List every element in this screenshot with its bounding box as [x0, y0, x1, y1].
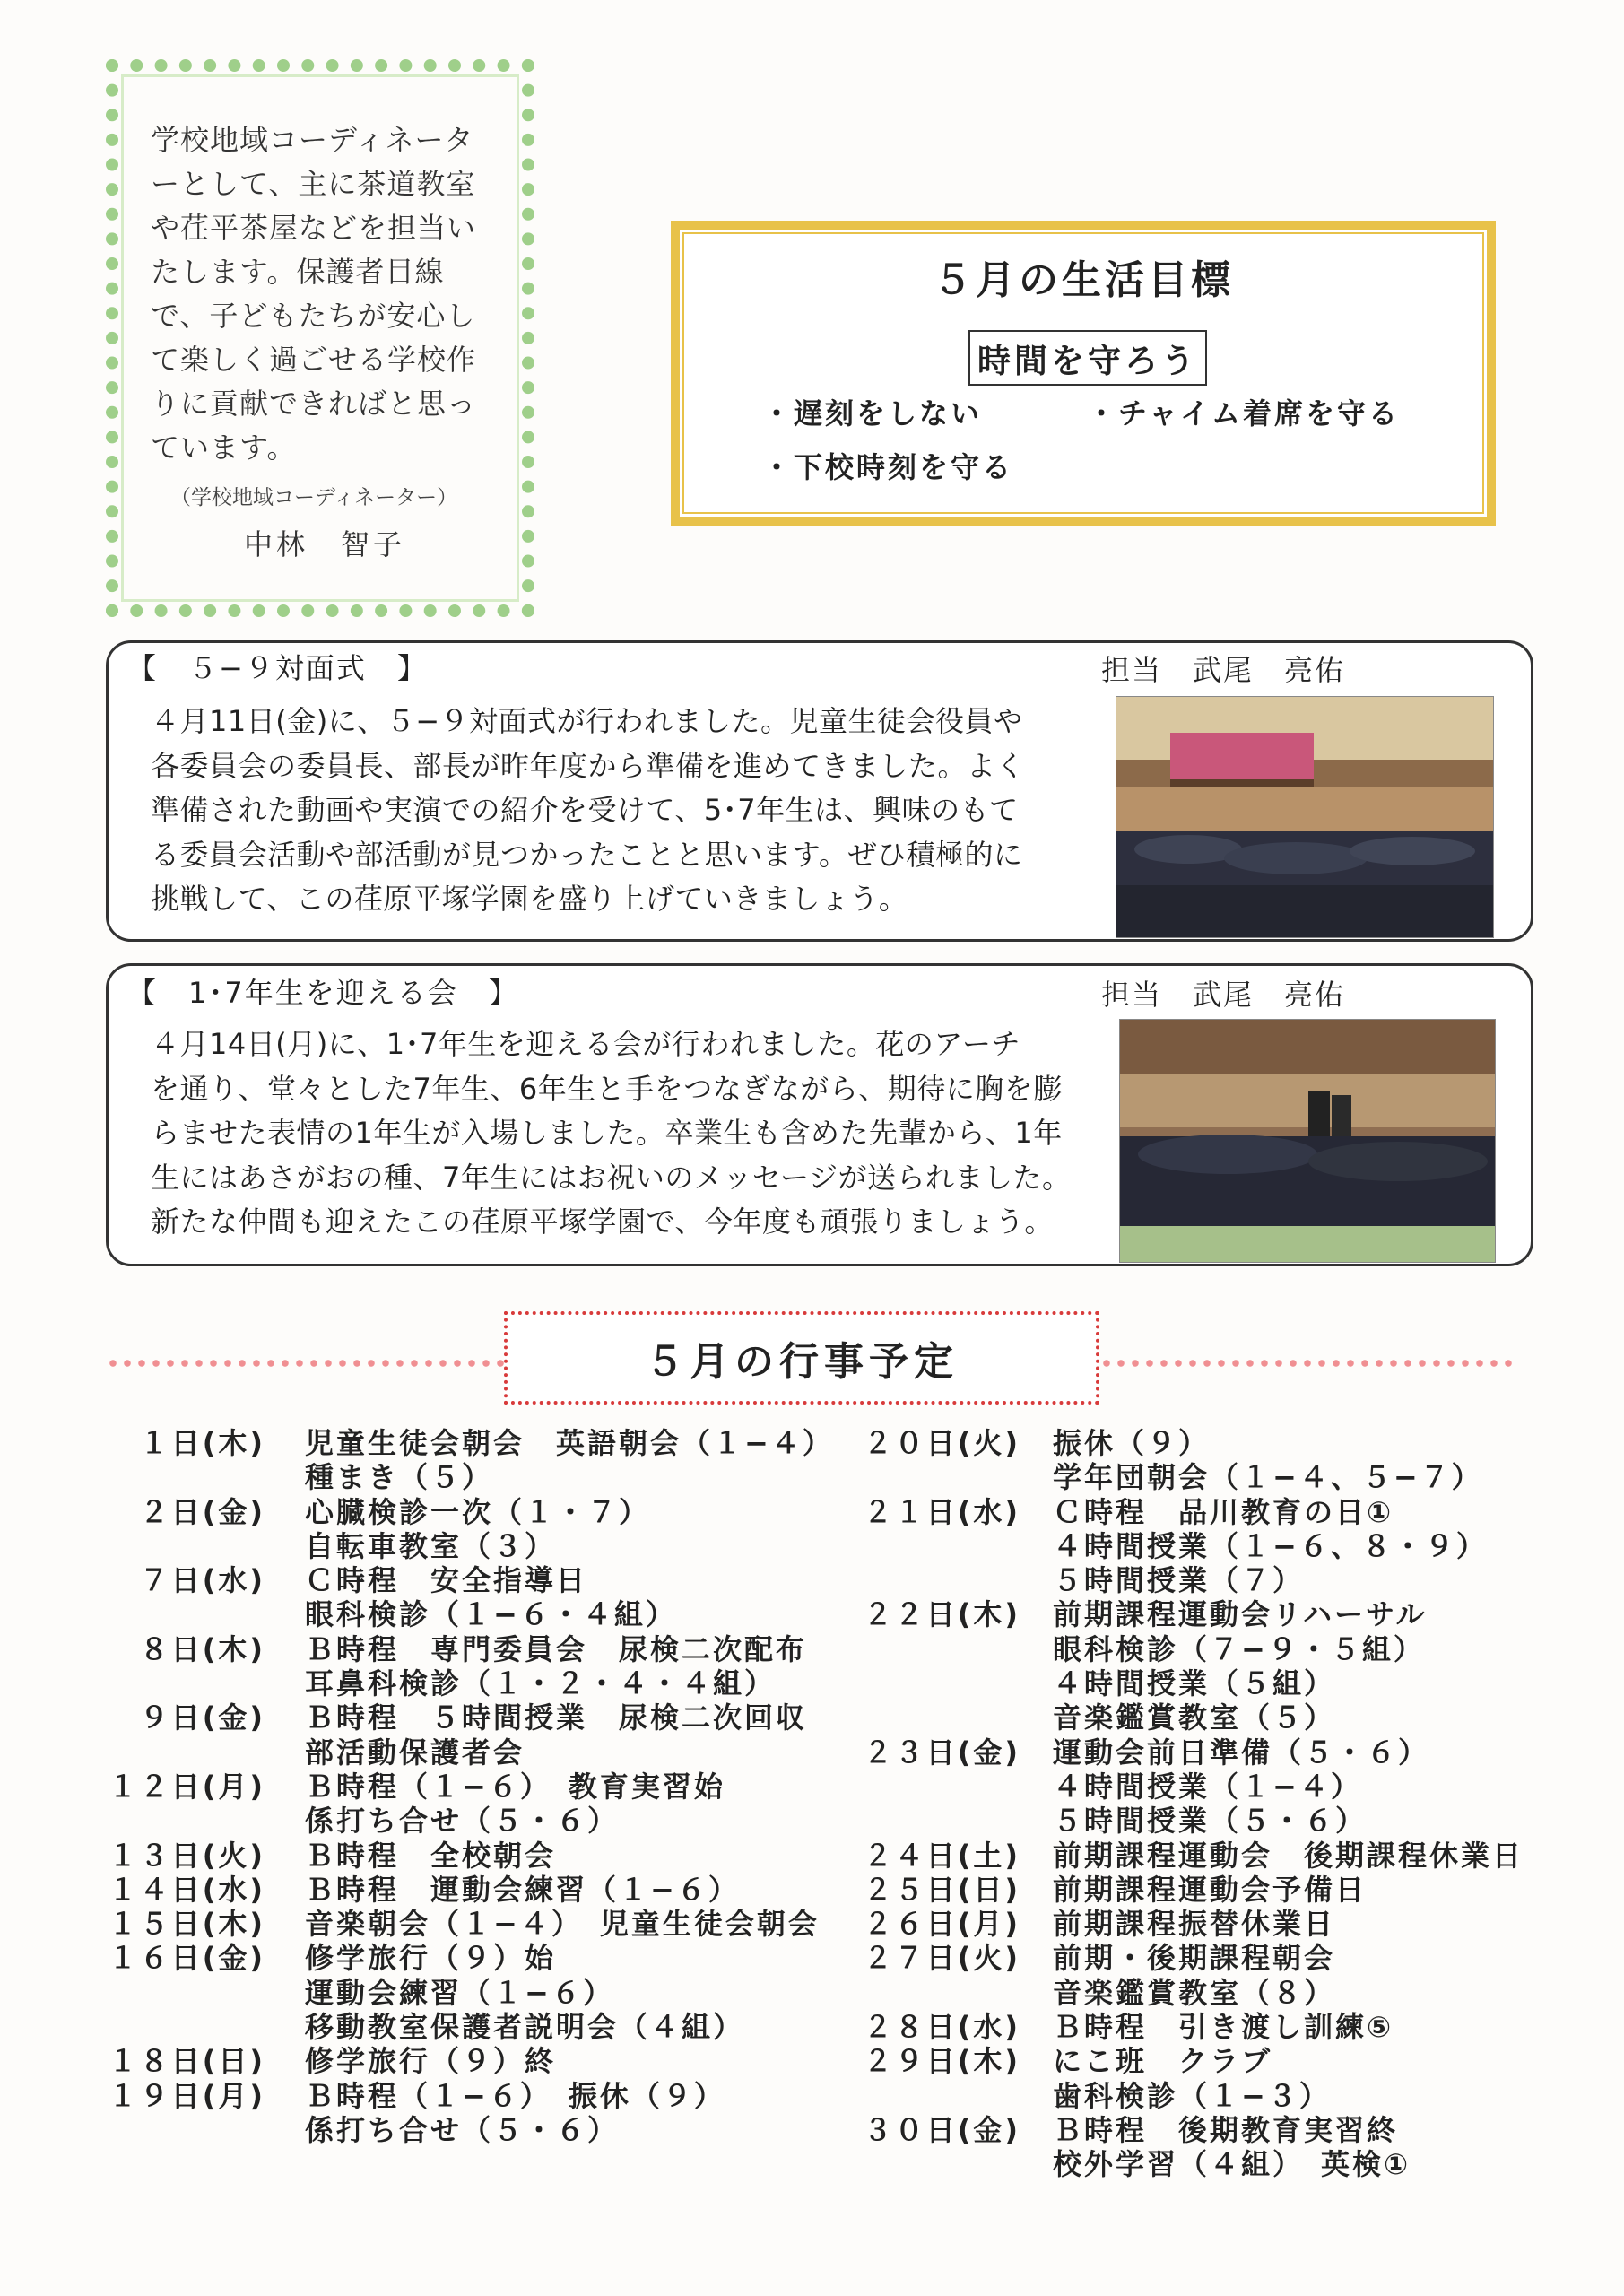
schedule-item: ４時間授業（１−６、８・９） — [1053, 1528, 1488, 1563]
schedule-row — [106, 1563, 841, 1632]
schedule-date: １４日(水) — [108, 1872, 265, 1907]
schedule-row — [106, 2079, 841, 2148]
schedule-row — [106, 2044, 841, 2078]
schedule-item: 心臓検診一次（１・７） — [305, 1494, 651, 1529]
schedule-date: ２３日(金) — [863, 1735, 1020, 1770]
life-goal-item: ・下校時刻を守る — [762, 450, 1014, 484]
schedule-item: 音楽鑑賞教室（５） — [1053, 1700, 1336, 1735]
schedule-row — [843, 1941, 1533, 2010]
schedule-item: 歯科検診（１−３） — [1053, 2078, 1331, 2113]
schedule-date: １６日(金) — [108, 1941, 265, 1976]
schedule-item: Ｂ時程 ５時間授業 尿検二次回収 — [305, 1700, 808, 1735]
article-line: 生にはあさがおの種、7年生にはお祝いのメッセージが送られました。 — [151, 1160, 1072, 1195]
coordinator-line: 学校地域コーディネータ — [151, 123, 474, 157]
schedule-date: ２４日(土) — [863, 1838, 1020, 1873]
schedule-row — [843, 1735, 1533, 1839]
schedule-date: １日(木) — [139, 1426, 265, 1460]
schedule-date: ８日(木) — [139, 1631, 265, 1666]
schedule-item: Ｂ時程 後期教育実習終 — [1053, 2112, 1399, 2147]
schedule-item: 修学旅行（９）始 — [305, 1941, 557, 1976]
article-line: 準備された動画や実演での紹介を受けて、5･7年生は、興味のもて — [151, 793, 1019, 827]
schedule-row — [843, 2010, 1533, 2044]
schedule-item: ４時間授業（１−４） — [1053, 1769, 1362, 1804]
article-heading: 【 1･7年生を迎える会 】 — [127, 976, 519, 1010]
schedule-date: ２８日(水) — [863, 2010, 1020, 2045]
schedule-date: ２６日(月) — [863, 1907, 1020, 1942]
schedule-date: ７日(水) — [139, 1563, 265, 1598]
schedule-item: 校外学習（４組） 英検① — [1053, 2147, 1411, 2182]
article-line: ４月14日(月)に、1･7年生を迎える会が行われました。花のアーチ — [151, 1027, 1020, 1061]
schedule-row — [106, 1426, 841, 1495]
schedule-item: 眼科検診（７−９・５組） — [1053, 1631, 1425, 1666]
article-author: 担当 武尾 亮佑 — [1101, 653, 1346, 687]
schedule-date: １９日(月) — [108, 2078, 265, 2113]
article-line: らませた表情の1年生が入場しました。卒業生も含めた先輩から、1年 — [151, 1116, 1063, 1150]
gym-photo-face-to-face-ceremony — [1116, 697, 1493, 937]
life-goal-item: ・遅刻をしない — [762, 396, 983, 430]
schedule-date: ２７日(火) — [863, 1941, 1020, 1976]
schedule-date: ２０日(火) — [863, 1426, 1020, 1460]
schedule-item: ４時間授業（５組） — [1053, 1666, 1336, 1701]
schedule-item: 音楽朝会（１−４） 児童生徒会朝会 — [305, 1907, 820, 1942]
article-line: ４月11日(金)に、５−９対面式が行われました。児童生徒会役員や — [151, 704, 1023, 738]
schedule-row — [106, 1873, 841, 1907]
schedule-row — [106, 1907, 841, 1941]
schedule-date: ２２日(木) — [863, 1597, 1020, 1632]
coordinator-line: で、子どもたちが安心し — [151, 299, 476, 333]
article-body — [151, 1022, 1119, 1245]
schedule-item: 前期課程振替休業日 — [1053, 1907, 1336, 1942]
schedule-item: 種まき（５） — [305, 1460, 494, 1495]
schedule-item: 前期課程運動会 後期課程休業日 — [1053, 1838, 1524, 1873]
schedule-item: 前期課程運動会リハーサル — [1053, 1597, 1428, 1632]
schedule-item: にこ班 クラブ — [1053, 2044, 1273, 2079]
schedule-item: 係打ち合せ（５・６） — [305, 1804, 620, 1839]
decorative-dotted-line — [106, 1360, 506, 1367]
coordinator-line: ーとして、主に茶道教室 — [151, 167, 476, 201]
schedule-item: ５時間授業（５・６） — [1053, 1804, 1368, 1839]
article-line: を通り、堂々とした7年生、6年生と手をつなぎながら、期待に胸を膨 — [151, 1071, 1063, 1106]
article-author: 担当 武尾 亮佑 — [1101, 978, 1346, 1012]
schedule-item: Ｂ時程 専門委員会 尿検二次配布 — [305, 1631, 808, 1666]
schedule-item: 眼科検診（１−６・４組） — [305, 1597, 677, 1632]
life-goal-title: ５月の生活目標 — [933, 257, 1234, 303]
article-line: る委員会活動や部活動が見つかったことと思います。ぜひ積極的に — [151, 837, 1023, 872]
schedule-item: ５時間授業（７） — [1053, 1563, 1305, 1598]
article-line: 各委員会の委員長、部長が昨年度から準備を進めてきました。よく — [151, 748, 1026, 783]
schedule-item: 運動会前日準備（５・６） — [1053, 1735, 1430, 1770]
schedule-item: 児童生徒会朝会 英語朝会（１−４） — [305, 1426, 834, 1460]
schedule-item: 自転車教室（３） — [305, 1528, 557, 1563]
coordinator-name: 中林 智子 — [244, 527, 406, 561]
schedule-row — [843, 1597, 1533, 1735]
schedule-item: 運動会練習（１−６） — [305, 1975, 614, 2010]
schedule-row — [843, 2113, 1533, 2182]
schedule-date: ３０日(金) — [863, 2112, 1020, 2147]
coordinator-line: や荏平茶屋などを担当い — [151, 211, 477, 245]
schedule-row — [843, 1873, 1533, 1907]
events-title: ５月の行事予定 — [645, 1339, 959, 1385]
article-photo — [1119, 1019, 1496, 1263]
schedule-item: 学年団朝会（１−４、５−７） — [1053, 1460, 1483, 1495]
article-heading: 【 ５−９対面式 】 — [127, 651, 428, 685]
schedule-column-left — [106, 1426, 841, 2147]
schedule-item: 前期課程運動会予備日 — [1053, 1872, 1368, 1907]
schedule-column-right — [843, 1426, 1533, 2182]
schedule-item: Ｂ時程（１−６） 振休（９） — [305, 2078, 725, 2113]
schedule-row — [843, 1839, 1533, 1873]
coordinator-role: （学校地域コーディネーター） — [170, 486, 458, 509]
schedule-item: 修学旅行（９）終 — [305, 2044, 557, 2079]
schedule-item: Ｂ時程（１−６） 教育実習始 — [305, 1769, 725, 1804]
schedule-date: ２５日(日) — [863, 1872, 1020, 1907]
article-body — [151, 700, 1101, 922]
schedule-item: 音楽鑑賞教室（８） — [1053, 1975, 1336, 2010]
coordinator-line: りに貢献できればと思っ — [151, 387, 477, 421]
schedule-date: １３日(火) — [108, 1838, 265, 1873]
schedule-row — [106, 1700, 841, 1770]
schedule-date: ２日(金) — [139, 1494, 265, 1529]
schedule-date: ９日(金) — [139, 1700, 265, 1735]
schedule-item: 振休（９） — [1053, 1426, 1211, 1460]
coordinator-line: たします。保護者目線 — [151, 255, 445, 289]
schedule-item: 前期・後期課程朝会 — [1053, 1941, 1336, 1976]
life-goal-item: ・チャイム着席を守る — [1087, 396, 1401, 430]
schedule-row — [843, 1495, 1533, 1598]
schedule-item: Ｂ時程 引き渡し訓練⑤ — [1053, 2010, 1394, 2045]
life-goal-main: 時間を守ろう — [968, 330, 1207, 386]
schedule-item: Ｃ時程 安全指導日 — [305, 1563, 588, 1598]
coordinator-line: ています。 — [151, 430, 297, 465]
schedule-date: １５日(木) — [108, 1907, 265, 1942]
schedule-item: 部活動保護者会 — [305, 1735, 525, 1770]
gym-photo-welcome-ceremony — [1120, 1020, 1495, 1262]
schedule-date: １２日(月) — [108, 1769, 265, 1804]
article-line: 挑戦して、この荏原平塚学園を盛り上げていきましょう。 — [151, 882, 908, 916]
schedule-item: Ｂ時程 運動会練習（１−６） — [305, 1872, 740, 1907]
schedule-item: Ｂ時程 全校朝会 — [305, 1838, 557, 1873]
schedule-row — [106, 1495, 841, 1564]
schedule-item: 移動教室保護者説明会（４組） — [305, 2010, 745, 2045]
schedule-row — [106, 1770, 841, 1839]
schedule-row — [843, 1426, 1533, 1495]
schedule-row — [843, 1907, 1533, 1941]
schedule-row — [106, 1632, 841, 1701]
schedule-item: Ｃ時程 品川教育の日① — [1053, 1494, 1394, 1529]
article-line: 新たな仲間も迎えたこの荏原平塚学園で、今年度も頑張りましょう。 — [151, 1205, 1054, 1239]
schedule-date: ２１日(水) — [863, 1494, 1020, 1529]
schedule-row — [843, 2044, 1533, 2113]
article-photo — [1116, 696, 1494, 938]
schedule-item: 係打ち合せ（５・６） — [305, 2112, 620, 2147]
schedule-date: １８日(日) — [108, 2044, 265, 2079]
coordinator-line: て楽しく過ごせる学校作 — [151, 343, 477, 377]
schedule-date: ２９日(木) — [863, 2044, 1020, 2079]
decorative-dotted-line — [1099, 1360, 1512, 1367]
schedule-item: 耳鼻科検診（１・２・４・４組） — [305, 1666, 777, 1701]
coordinator-message — [151, 118, 525, 470]
schedule-row — [106, 1941, 841, 2044]
schedule-row — [106, 1839, 841, 1873]
